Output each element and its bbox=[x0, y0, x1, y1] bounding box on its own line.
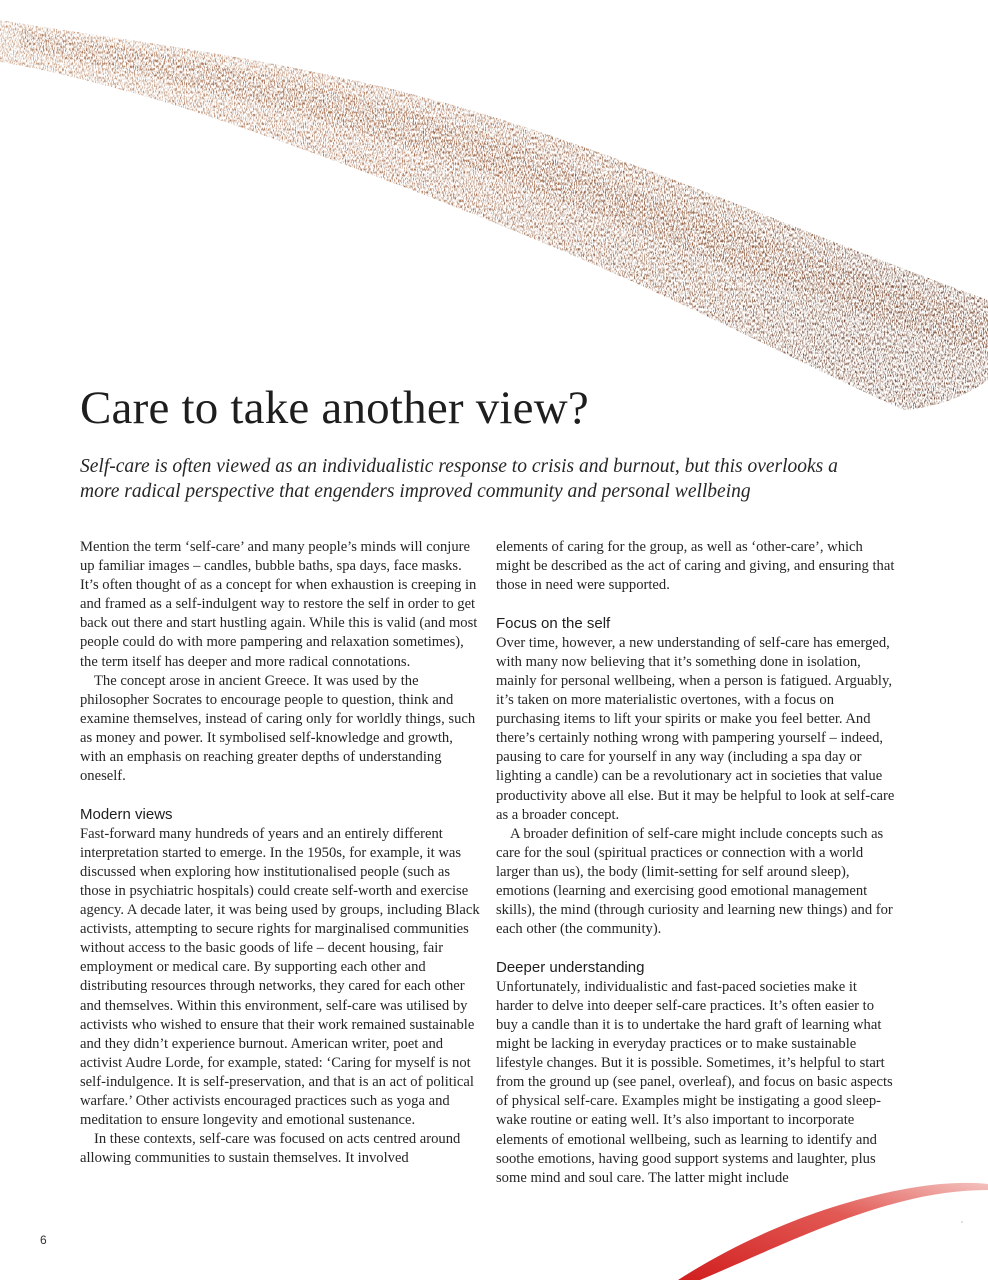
right-column bbox=[496, 538, 896, 1188]
section-heading-modern-views: Modern views bbox=[80, 806, 173, 824]
section-heading-focus-on-the-self: Focus on the self bbox=[496, 615, 611, 633]
body-paragraph: In these contexts, self-care was focused on acts centred around allowing communities to sustain themselves. It involved bbox=[80, 1131, 461, 1167]
body-paragraph: Mention the term ‘self-care’ and many people’s minds will conjure up familiar images – candles, bubble baths, spa days, face masks. It’s often thought of as a concept for when exhaustion is creeping in and framed as a self-indulgent way to restore the self in order to get back out there and start hustling again. While this is valid (and most people could do with more pampering and relaxation sometimes), the term itself has deeper and more radical connotations. bbox=[80, 539, 478, 670]
page-number: 6 bbox=[40, 1233, 47, 1247]
body-paragraph: Unfortunately, individualistic and fast-paced societies make it harder to delve into deeper self-care practices. It’s often easier to buy a candle than it is to undertake the hard graft of learning what might be lacking in everyday practices or to make sustainable lifestyle changes. But it is possible. Sometimes, it’s helpful to start from the ground up (see panel, overleaf), and focus on basic aspects of physical self-care. Examples might be instigating a good sleep-wake routine or eating well. It’s also important to incorporate elements of emotional wellbeing, such as learning to identify and soothe emotions, having good support systems and laughter, plus some mind and soul care. The latter might include bbox=[496, 978, 893, 1186]
body-paragraph: The concept arose in ancient Greece. It was used by the philosopher Socrates to encourage people to question, think and examine themselves, instead of caring only for worldly things, such as money and power. It symbolised self-knowledge and growth, with an emphasis on reaching greater depths of understanding oneself. bbox=[80, 672, 476, 785]
left-column bbox=[80, 538, 480, 1168]
body-paragraph: Over time, however, a new understanding of self-care has emerged, with many now believing that it’s something done in isolation, mainly for personal wellbeing, when a person is fatigued. Arguably, it’s taken on more materialistic overtones, with a focus on purchasing items to lift your spirits or make you feel better. And there’s certainly nothing wrong with pampering yourself – indeed, pausing to care for yourself in any way (including a spa day or lighting a candle) can be a revolutionary act in societies that value productivity above all else. But it may be helpful to look at self-care as a broader concept. bbox=[496, 634, 895, 823]
page-title: Care to take another view? bbox=[80, 382, 589, 434]
standfirst: Self-care is often viewed as an individualistic response to crisis and burnout, but this overlooks a more radical perspective that engenders improved community and personal wellbeing bbox=[80, 456, 838, 502]
body-paragraph: A broader definition of self-care might include concepts such as care for the soul (spiritual practices or connection with a world larger than us), the body (limit-setting for self around sleep), emotions (learning and exercising good emotional management skills), the mind (through curiosity and learning new things) and for each other (the community). bbox=[496, 825, 893, 938]
body-paragraph: elements of caring for the group, as well as ‘other-care’, which might be described as the act of caring and giving, and ensuring that those in need were supported. bbox=[496, 539, 895, 594]
section-heading-deeper-understanding: Deeper understanding bbox=[496, 959, 645, 977]
brush-stroke-decoration bbox=[0, 0, 988, 420]
body-paragraph: Fast-forward many hundreds of years and an entirely different interpretation started to emerge. In the 1950s, for example, it was discussed when exploring how institutionalised people (such as those in psychiatric hospitals) could create self-worth and exercise agency. A decade later, it was being used by groups, including Black activists, attempting to secure rights for marginalised communities without access to the basic goods of life – decent housing, fair employment or medical care. By supporting each other and distributing resources through networks, they cared for each other and themselves. Within this environment, self-care was utilised by activists who wished to ensure that their work remained sustainable and they didn’t experience burnout. American writer, poet and activist Audre Lorde, for example, stated: ‘Caring for myself is not self-indulgence. It is self-preservation, and that is an act of political warfare.’ Other activists encouraged practices such as yoga and meditation to ensure longevity and emotional sustenance. bbox=[80, 825, 480, 1129]
